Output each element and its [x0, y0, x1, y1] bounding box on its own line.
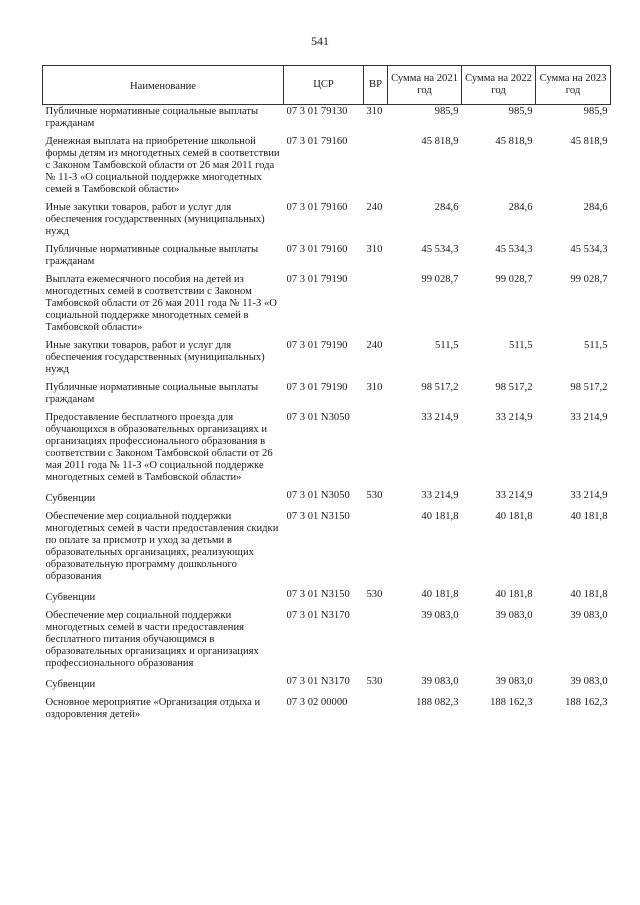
table-row [43, 510, 611, 588]
row-sum-2022-cell: 45 818,9 [495, 136, 533, 147]
row-sum-2023-cell: 985,9 [583, 106, 608, 117]
row-sum-2022-cell: 40 181,8 [495, 511, 533, 522]
row-sum-2021-cell: 511,5 [435, 340, 459, 351]
budget-table [42, 65, 611, 726]
row-sum-2023-cell: 188 162,3 [565, 697, 608, 708]
row-sum-2021-cell: 33 214,9 [421, 412, 459, 423]
row-name-cell: Выплата ежемесячного пособия на детей из многодетных семей в соответствии с Законом Тамбовской области от 26 мая 2011 года № 11-З «О социальной поддержке многодетных семей в Тамбовской области» [45, 274, 277, 333]
row-sum-2023-cell: 40 181,8 [570, 511, 608, 522]
row-csr-cell: 07 3 01 79190 [286, 382, 348, 393]
row-vr-cell: 310 [366, 382, 383, 393]
row-csr-cell: 07 3 02 00000 [286, 697, 348, 708]
row-name-cell: Субвенции [45, 493, 96, 504]
row-csr-cell: 07 3 01 N3050 [286, 490, 350, 501]
row-sum-2023-cell: 98 517,2 [570, 382, 608, 393]
row-csr-cell: 07 3 01 N3050 [286, 412, 350, 423]
row-sum-2022-cell: 511,5 [509, 340, 533, 351]
row-sum-2022-cell: 99 028,7 [495, 274, 533, 285]
row-vr-cell: 530 [366, 589, 383, 600]
row-name-cell: Субвенции [45, 592, 96, 603]
row-sum-2021-cell: 40 181,8 [421, 511, 459, 522]
table-row [43, 675, 611, 696]
row-sum-2021-cell: 99 028,7 [421, 274, 459, 285]
row-sum-2023-cell: 39 083,0 [570, 676, 608, 687]
row-name-cell: Иные закупки товаров, работ и услуг для обеспечения государственных (муниципальных) нужд [45, 340, 265, 375]
row-sum-2023-cell: 511,5 [584, 340, 608, 351]
header-sum-2022: Сумма на 2022 год [462, 66, 536, 105]
row-vr-cell [364, 411, 388, 489]
row-sum-2023-cell: 33 214,9 [570, 412, 608, 423]
table-row [43, 339, 611, 381]
row-sum-2021-cell: 45 534,3 [421, 244, 459, 255]
header-vr: ВР [364, 66, 388, 105]
row-sum-2022-cell: 40 181,8 [495, 589, 533, 600]
row-csr-cell: 07 3 01 79160 [286, 244, 348, 255]
header-sum-2021: Сумма на 2021 год [388, 66, 462, 105]
row-sum-2022-cell: 39 083,0 [495, 676, 533, 687]
row-sum-2021-cell: 40 181,8 [421, 589, 459, 600]
table-row [43, 411, 611, 489]
row-name-cell: Денежная выплата на приобретение школьной формы детям из многодетных семей в соответствии с Законом Тамбовской области от 26 мая 2011 года № 11-З «О социальной поддержке многодетных семей в Тамбовской области» [45, 136, 280, 195]
row-sum-2022-cell: 188 162,3 [490, 697, 533, 708]
row-csr-cell: 07 3 01 79190 [286, 340, 348, 351]
row-vr-cell [364, 609, 388, 675]
header-name: Наименование [43, 66, 284, 105]
row-vr-cell: 530 [366, 490, 383, 501]
row-vr-cell: 310 [366, 106, 383, 117]
table-row [43, 273, 611, 339]
table-row [43, 243, 611, 273]
row-sum-2021-cell: 188 082,3 [416, 697, 459, 708]
row-vr-cell: 530 [366, 676, 383, 687]
row-vr-cell [364, 273, 388, 339]
row-csr-cell: 07 3 01 N3170 [286, 676, 350, 687]
row-name-cell: Иные закупки товаров, работ и услуг для обеспечения государственных (муниципальных) нужд [45, 202, 265, 237]
table-row [43, 381, 611, 411]
row-sum-2021-cell: 39 083,0 [421, 676, 459, 687]
header-sum-2023: Сумма на 2023 год [536, 66, 611, 105]
row-csr-cell: 07 3 01 N3150 [286, 589, 350, 600]
row-sum-2022-cell: 45 534,3 [495, 244, 533, 255]
row-sum-2022-cell: 39 083,0 [495, 610, 533, 621]
row-csr-cell: 07 3 01 79130 [286, 106, 348, 117]
row-name-cell: Публичные нормативные социальные выплаты гражданам [45, 382, 259, 405]
table-row [43, 489, 611, 510]
row-name-cell: Предоставление бесплатного проезда для обучающихся в образовательных организациях и организациях профессионального образования в соответствии с Законом Тамбовской области от 26 мая 2011 года № 11-З «О социальной поддержке многодетных семей в Тамбовской области» [45, 412, 273, 483]
row-csr-cell: 07 3 01 N3150 [286, 511, 350, 522]
table-row [43, 105, 611, 136]
row-sum-2021-cell: 45 818,9 [421, 136, 459, 147]
row-name-cell: Субвенции [45, 679, 96, 690]
row-sum-2021-cell: 985,9 [434, 106, 459, 117]
row-sum-2023-cell: 99 028,7 [570, 274, 608, 285]
row-sum-2021-cell: 98 517,2 [421, 382, 459, 393]
row-name-cell: Публичные нормативные социальные выплаты гражданам [45, 106, 259, 129]
row-name-cell: Обеспечение мер социальной поддержки многодетных семей в части предоставления бесплатного питания обучающимся в образовательных организациях и организациях профессионального образования [45, 610, 259, 669]
row-sum-2023-cell: 45 818,9 [570, 136, 608, 147]
table-row [43, 696, 611, 726]
row-name-cell: Публичные нормативные социальные выплаты гражданам [45, 244, 259, 267]
row-vr-cell [364, 510, 388, 588]
row-sum-2023-cell: 40 181,8 [570, 589, 608, 600]
row-sum-2023-cell: 45 534,3 [570, 244, 608, 255]
row-sum-2022-cell: 98 517,2 [495, 382, 533, 393]
row-sum-2023-cell: 39 083,0 [570, 610, 608, 621]
row-sum-2021-cell: 284,6 [434, 202, 459, 213]
table-row [43, 201, 611, 243]
table-row [43, 609, 611, 675]
row-sum-2023-cell: 33 214,9 [570, 490, 608, 501]
row-sum-2023-cell: 284,6 [583, 202, 608, 213]
table-row [43, 588, 611, 609]
row-csr-cell: 07 3 01 79190 [286, 274, 348, 285]
row-vr-cell: 240 [366, 340, 383, 351]
row-csr-cell: 07 3 01 79160 [286, 202, 348, 213]
row-vr-cell [364, 696, 388, 726]
row-sum-2022-cell: 33 214,9 [495, 490, 533, 501]
row-sum-2022-cell: 284,6 [508, 202, 533, 213]
table-row [43, 135, 611, 201]
row-sum-2021-cell: 39 083,0 [421, 610, 459, 621]
row-csr-cell: 07 3 01 N3170 [286, 610, 350, 621]
row-vr-cell: 310 [366, 244, 383, 255]
row-sum-2022-cell: 33 214,9 [495, 412, 533, 423]
row-name-cell: Обеспечение мер социальной поддержки многодетных семей в части предоставления скидки по оплате за присмотр и уход за детьми в образовательных организациях, реализующих образовательную программу дошкольного образования [45, 511, 279, 582]
page-number: 541 [311, 34, 329, 48]
row-name-cell: Основное мероприятие «Организация отдыха и оздоровления детей» [45, 697, 261, 720]
row-vr-cell [364, 135, 388, 201]
row-sum-2021-cell: 33 214,9 [421, 490, 459, 501]
row-csr-cell: 07 3 01 79160 [286, 136, 348, 147]
row-vr-cell: 240 [366, 202, 383, 213]
header-csr: ЦСР [284, 66, 364, 105]
row-sum-2022-cell: 985,9 [508, 106, 533, 117]
table-header-row [43, 66, 611, 105]
